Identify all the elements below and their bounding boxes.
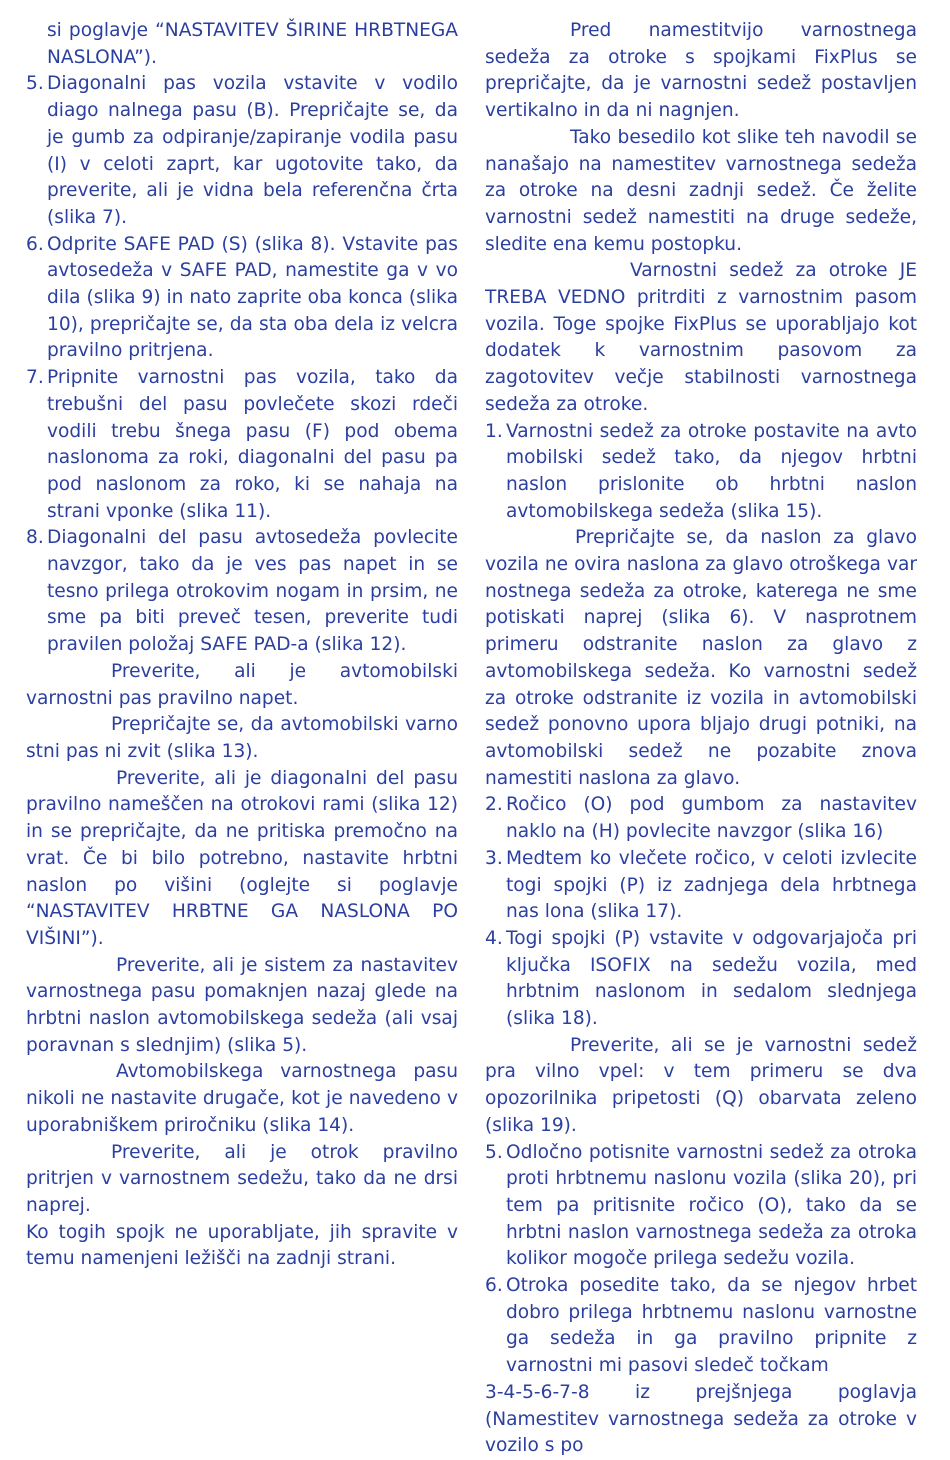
item-number: 6. — [485, 1275, 503, 1297]
item-number: 5. — [485, 1141, 503, 1163]
list-item — [485, 926, 917, 1033]
item-number: 4. — [485, 927, 503, 949]
list-item — [485, 846, 917, 926]
list-item — [485, 792, 917, 845]
check-paragraph: Preverite, ali je avtomobilski varnostni pas pravilno napet. — [26, 660, 458, 709]
check-paragraph: Preverite, ali je sistem za nastavitev varnostnega pasu pomaknjen nazaj glede na hrbtni naslon avtomobilskega sedeža (ali vsaj poravnan s slednjim) (slika 5). — [26, 954, 458, 1056]
list-item — [485, 419, 917, 526]
headrest-paragraph: Prepričajte se, da naslon za glavo vozila ne ovira naslona za glavo otroškega var nostnega sedeža za otroke, katerega ne sme potiskati naprej (slika 6). V nasprotnem primeru odstranite naslon za glavo z avtomobilskega sedeža. Ko varnostni sedež za otroke odstranite iz vozila in avtomobilski sedež ponovno upora bljajo drugi potniki, na avtomobilski sedež ne pozabite znova namestiti naslona za glavo. — [485, 527, 917, 789]
continued-paragraph: 3-4-5-6-7-8 iz prejšnjega poglavja (Namestitev varnostnega sedeža za otroke v vozilo s po — [485, 1381, 917, 1457]
check-paragraph: Prepričajte se, da avtomobilski varno stni pas ni zvit (slika 13). — [26, 714, 458, 762]
list-item — [26, 525, 458, 659]
list-item — [26, 365, 458, 525]
item-number: 7. — [26, 367, 44, 389]
item-text: Otroka posedite tako, da se njegov hrbet dobro prilega hrbtnemu naslonu varnostne ga sedeža in ga pravilno pripnite z varnostni mi pasovi sledeč točkam — [506, 1275, 917, 1377]
check-paragraph: Preverite, ali je diagonalni del pasu pravilno nameščen na otrokovi rami (slika 12) in se prepričajte, da ne pritiska premočno na vrat. Če bi bilo potrebno, nastavite hrbtni naslon po višini (oglejte si poglavje “NASTAVITEV HRBTNE GA NASLONA PO VIŠINI”). — [26, 767, 458, 949]
continued-text: si poglavje “NASTAVITEV ŠIRINE HRBTNEGA NASLONA”). — [47, 20, 458, 68]
item-text: Ročico (O) pod gumbom za nastavitev naklo na (H) povlecite navzgor (slika 16) — [506, 794, 917, 843]
item-text: Pripnite varnostni pas vozila, tako da trebušni del pasu povlečete skozi rdeči vodili trebu šnega pasu (F) pod obema naslonoma za roki, diagonalni del pasu pa pod naslonom za roko, ki se nahaja na strani vponke (slika 11). — [47, 367, 458, 522]
item-number: 1. — [485, 420, 503, 442]
item-text: Diagonalni del pasu avtosedeža povlecite navzgor, tako da je ves pas napet in se tesno prilega otrokovim nogam in prsim, ne sme pa biti preveč tesen, preverite tudi pravilen položaj SAFE PAD-a (slika 12). — [47, 527, 458, 656]
warning-paragraph: Varnostni sedež za otroke JE TREBA VEDNO pritrditi z varnostnim pasom vozila. Toge spojke FixPlus se uporabljajo kot dodatek k varnostnim pasovom za zagotovitev večje stabilnosti varnostnega sedeža za otroke. — [485, 260, 917, 415]
item-text: Odločno potisnite varnostni sedež za otroka proti hrbtnemu naslonu vozila (slika 20), pri tem pa pritisnite ročico (O), tako da se hrbtni naslon varnostnega sedeža za otroka kolikor mogoče prilega sedežu vozila. — [506, 1141, 917, 1270]
warning-paragraph: Avtomobilskega varnostnega pasu nikoli ne nastavite drugače, kot je navedeno v uporabniškem priročniku (slika 14). — [26, 1061, 458, 1136]
right-column — [485, 18, 917, 1460]
check-paragraph: Preverite, ali se je varnostni sedež pra vilno vpel: v tem primeru se dva opozorilnika pripetosti (Q) obarvata zeleno (slika 19). — [485, 1034, 917, 1136]
left-column — [26, 18, 458, 1273]
item-number: 2. — [485, 794, 503, 816]
list-item — [485, 1140, 917, 1274]
item-text: Togi spojki (P) vstavite v odgovarjajoča pri ključka ISOFIX na sedežu vozila, med hrbtnim naslonom in sedalom slednjega (slika 18). — [506, 927, 917, 1030]
intro-paragraph: Tako besedilo kot slike teh navodil se nanašajo na namestitev varnostnega sedeža za otroke na desni zadnji sedež. Če želite varnostni sedež namestiti na druge sedeže, sledite ena kemu postopku. — [485, 126, 917, 255]
intro-paragraph: Pred namestitvijo varnostnega sedeža za otroke s spojkami FixPlus se prepričajte, da je varnostni sedež postavljen vertikalno in da ni nagnjen. — [485, 20, 917, 122]
list-item — [26, 232, 458, 366]
item-number: 6. — [26, 233, 44, 255]
item-text: Medtem ko vlečete ročico, v celoti izvlecite togi spojki (P) iz zadnjega dela hrbtnega nas lona (slika 17). — [506, 847, 917, 923]
item-text: Varnostni sedež za otroke postavite na avto mobilski sedež tako, da njegov hrbtni naslon prislonite ob hrbtni naslon avtomobilskega sedeža (slika 15). — [506, 420, 917, 522]
list-item — [26, 71, 458, 231]
item-number: 3. — [485, 847, 503, 869]
list-item — [485, 1273, 917, 1380]
item-number: 5. — [26, 73, 44, 95]
item-text: Odprite SAFE PAD (S) (slika 8). Vstavite pas avtosedeža v SAFE PAD, namestite ga v vo dila (slika 9) in nato zaprite oba konca (slika 10), prepričajte se, da sta oba dela iz velcra pravilno pritrjena. — [47, 233, 458, 362]
check-paragraph: Preverite, ali je otrok pravilno pritrjen v varnostnem sedežu, tako da ne drsi naprej. — [26, 1141, 458, 1216]
storage-paragraph: Ko togih spojk ne uporabljate, jih spravite v temu namenjeni ležišči na zadnji strani. — [26, 1221, 458, 1270]
item-text: Diagonalni pas vozila vstavite v vodilo diago nalnega pasu (B). Prepričajte se, da je gumb za odpiranje/zapiranje vodila pasu (I) v celoti zaprt, kar ugotovite tako, da preverite, ali je vidna bela referenčna črta (slika 7). — [47, 73, 458, 228]
item-number: 8. — [26, 527, 44, 549]
